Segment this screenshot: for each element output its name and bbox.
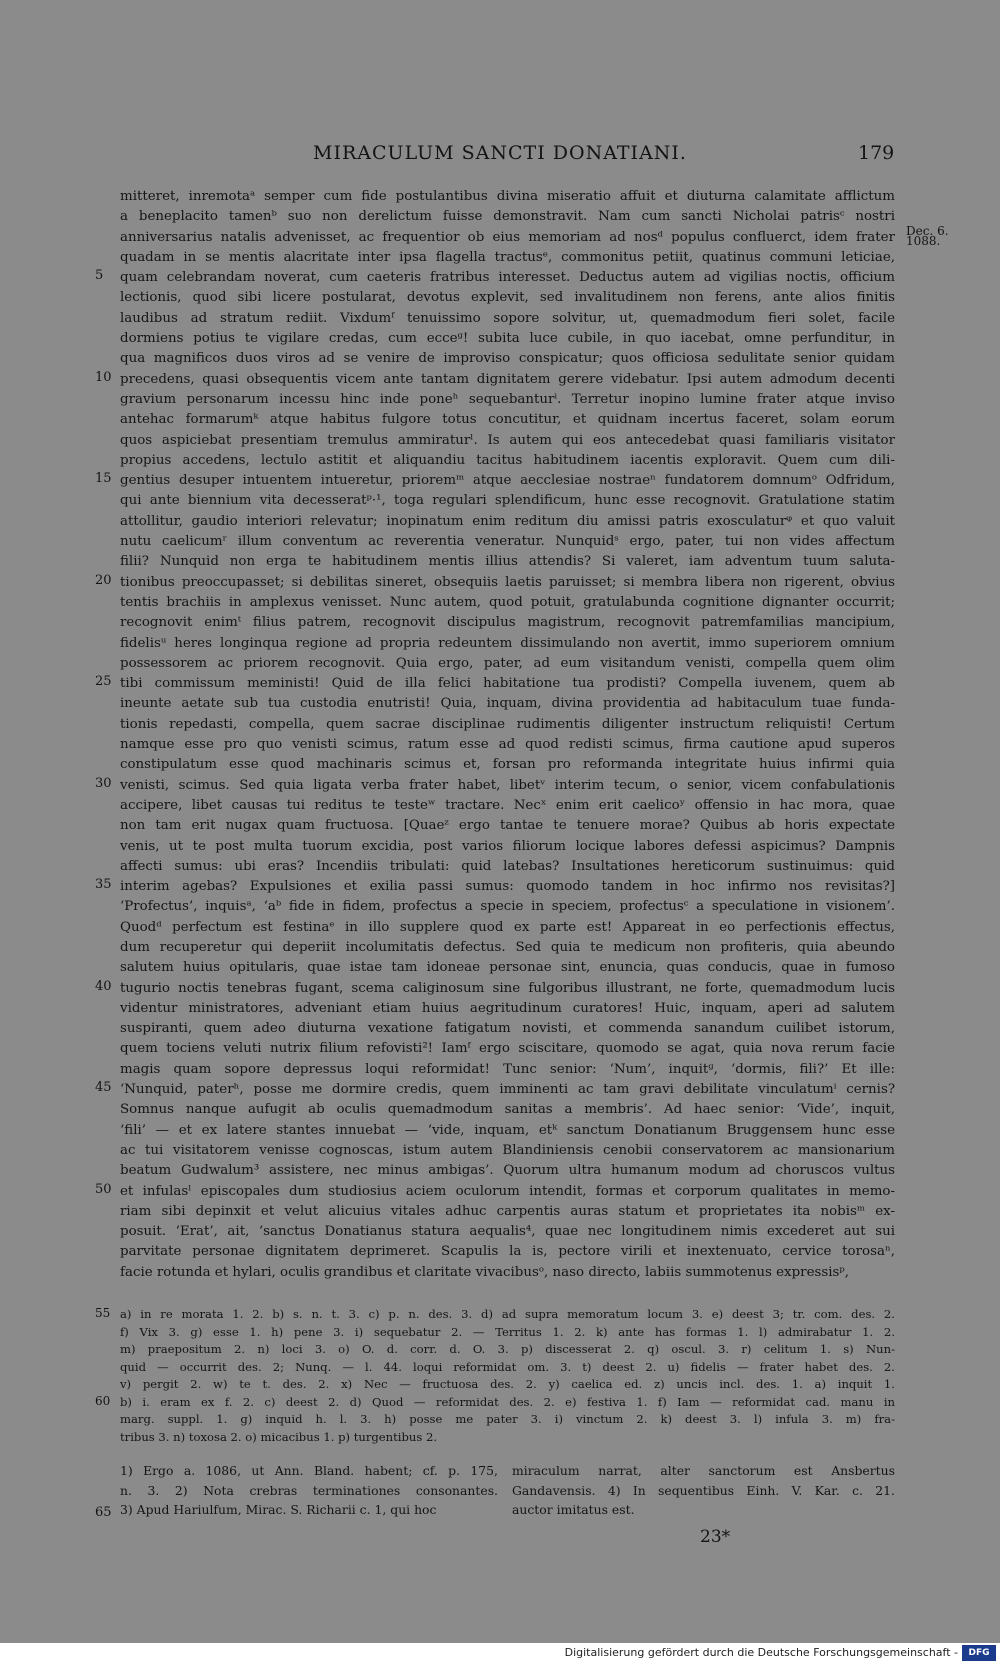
text-line: gentius desuper intuentem intueretur, prioremᵐ atque aecclesiae nostraeⁿ fundatorem domnumᵒ Odfridum, — [120, 473, 895, 489]
text-line: v) pergit 2. w) te t. des. 2. x) Nec — fructuosa des. 2. y) caelica ed. z) uncis incl. des. 1. a) inquit 1. — [120, 1377, 895, 1391]
text-line: interim agebas? Expulsiones et exilia passi sumus: quomodo tandem in hoc infirmo nos revisitas?] — [120, 879, 895, 895]
text-line: riam sibi depinxit et velut alicuius vitales adhuc carpentis auras statum et proprietates ita nobisᵐ ex- — [120, 1203, 895, 1219]
text-line: ac tui visitatorem venisse cognoscas, istum autem Blandiniensis cenobii conservatorem ac mansionarium — [120, 1142, 895, 1158]
text-line: 3) Apud Hariulfum, Mirac. S. Richarii c. 1, qui hoc — [120, 1502, 437, 1517]
text-line: miraculum narrat, alter sanctorum est Ansbertus — [512, 1463, 895, 1478]
text-line: quadam in se mentis alacritate inter ipsa flagella tractusᵉ, commonitus petiit, quatinus communi leticiae, — [120, 249, 895, 265]
text-line: dum recuperetur qui deperiit incolumitatis defectus. Sed quia te medicum non profiteris, quia abeundo — [120, 939, 895, 955]
text-line: mitteret, inremotaᵃ semper cum fide postulantibus divina miseratio affuit et diuturna calamitate afflictum — [120, 189, 895, 204]
footer-credit: Digitalisierung gefördert durch die Deutsche Forschungsgemeinschaft - — [564, 1646, 958, 1659]
text-line: auctor imitatus est. — [512, 1502, 635, 1517]
margin-day: Dec. 6. — [906, 224, 949, 238]
line-number: 10 — [95, 369, 112, 385]
text-line: posuit. ‘Erat’, ait, ‘sanctus Donatianus statura aequalis⁴, quae nec longitudinem nimis excederet aut sui — [120, 1224, 895, 1240]
line-number: 20 — [95, 572, 112, 588]
text-line: parvitate personae dignitatem deprimeret. Scapulis la is, pectore virili et inextenuato, cervice torosaⁿ, — [120, 1244, 895, 1260]
text-line: salutem huius opitularis, quae istae tam idoneae personae sint, enuncia, quas conducis, quae in fumoso — [120, 960, 895, 976]
text-line: qui ante biennium vita decesseratᵖ·¹, toga regulari splendificum, hunc esse recognovit. Gratulatione statim — [120, 493, 895, 509]
text-line: quam celebrandam noverat, cum caeteris fratribus interesset. Deductus autem ad vigilias noctis, officium — [120, 270, 895, 286]
text-line: accipere, libet causas tui reditus te testeʷ tractare. Necˣ enim erit caelicoʸ offensio in hac mora, quae — [120, 797, 895, 813]
line-number: 30 — [95, 775, 112, 791]
text-line: facie rotunda et hylari, oculis grandibus et claritate vivacibusᵒ, naso directo, labiis summotenus expressisᵖ, — [120, 1264, 849, 1280]
text-line: suspiranti, quem adeo diuturna vexatione fatigatum novisti, et commenda sanandum cuilibet istorum, — [120, 1021, 895, 1037]
text-line: recognovit enimᵗ filius patrem, recognovit discipulus magistrum, recognovit patremfamilias mancipium, — [120, 615, 895, 631]
text-line: ineunte aetate sub tua custodia enutristi! Quia, inquam, divina providentia ad habitaculum tuae funda- — [120, 696, 895, 712]
text-line: ‘fili’ — et ex latere stantes innuebat — ‘vide, inquam, etᵏ sanctum Donatianum Bruggensem hunc esse — [120, 1122, 895, 1138]
page-number: 179 — [858, 142, 895, 164]
line-number: 60 — [95, 1393, 111, 1408]
line-number: 25 — [95, 674, 112, 690]
text-line: marg. suppl. 1. g) inquid h. l. 3. h) posse me pater 3. i) vinctum 2. k) deest 3. l) infula 3. m) fra- — [120, 1412, 895, 1426]
text-line: m) praepositum 2. n) loci 3. o) O. d. corr. d. O. 3. p) discesserat 2. q) oscul. 3. r) celitum 1. s) Nun- — [120, 1342, 895, 1356]
text-line: gravium personarum incessu hinc inde poneʰ sequebanturⁱ. Terretur inopino lumine frater atque inviso — [120, 391, 895, 407]
text-line: et infulasˡ episcopales dum studiosius aciem oculorum intendit, formas et corporum qualitates in memo- — [120, 1183, 895, 1199]
text-line: tionibus preoccupasset; si debilitas sineret, obsequiis laetis paruisset; si membra libera non rigerent, obvius — [120, 574, 895, 590]
margin-year: 1088. — [906, 234, 941, 248]
text-line: quem tociens veluti nutrix filium refovisti²! Iamᶠ ergo sciscitare, quomodo se agat, quia nova rerum facie — [120, 1041, 895, 1057]
running-title: MIRACULUM SANCTI DONATIANI. — [313, 142, 687, 164]
text-line: laudibus ad stratum rediit. Vixdumᶠ tenuissimo sopore solvitur, ut, quemadmodum fieri solet, facile — [120, 310, 895, 326]
text-line: n. 3. 2) Nota crebras terminationes consonantes. — [120, 1482, 498, 1498]
text-line: ‘Nunquid, paterʰ, posse me dormire credis, quem imminenti ac tam gravi debilitate vinculatumⁱ cernis? — [120, 1082, 895, 1098]
line-number: 55 — [95, 1306, 111, 1320]
text-line: magis quam sopore depressus loqui reformidat! Tunc senior: ‘Num’, inquitᵍ, ‘dormis, fili?’ Et ille: — [120, 1061, 895, 1077]
text-line: antehac formarumᵏ atque habitus fulgore totus concutitur, et quidnam incertus faceret, solam eorum — [120, 412, 895, 428]
text-line: Quodᵈ perfectum est festinaᵉ in illo supplere quod ex parte est! Appareat in eo perfectionis effectus, — [120, 919, 895, 935]
text-line: possessorem ac priorem recognovit. Quia ergo, pater, ad eum visitandum venisti, compella quem olim — [120, 655, 895, 671]
text-line: ‘Profectus’, inquisᵃ, ‘aᵇ fide in fidem, profectus a specie in speciem, profectusᶜ a speculatione in visionem’. — [120, 899, 895, 915]
text-line: filii? Nunquid non erga te habitudinem mentis illius attendis? Si valeret, iam adventum tuum saluta- — [120, 554, 895, 570]
line-number: 5 — [95, 268, 104, 284]
text-line: affecti sumus: ubi eras? Incendiis tribulati: quid latebas? Insultationes hereticorum sustinuimus: quid — [120, 858, 895, 874]
text-line: constipulatum esse quod machinaris scimus et, forsan pro reformanda integritate huius infirmi quia — [120, 757, 895, 773]
text-line: f) Vix 3. g) esse 1. h) pene 3. i) sequebatur 2. — Territus 1. 2. k) ante has formas 1. l) admirabatur 1. 2. — [120, 1324, 895, 1339]
text-line: namque esse pro quo venisti scimus, ratum esse ad quod redisti scimus, firma cautione apud superos — [120, 737, 895, 753]
footer-bar — [0, 1643, 1000, 1664]
text-line: quid — occurrit des. 2; Nunq. — l. 44. loqui reformidat om. 3. t) deest 2. u) fidelis — frater habet des. 2. — [120, 1359, 895, 1374]
signature-mark: 23* — [700, 1527, 731, 1547]
text-line: Gandavensis. 4) In sequentibus Einh. V. Kar. c. 21. — [512, 1482, 895, 1498]
footnotes-right-column — [512, 1461, 895, 1520]
text-line: tentis brachiis in amplexus venisset. Nunc autem, quod potuit, gratulabunda cognitione dignanter occurrit; — [120, 594, 895, 610]
text-line: non tam erit nugax quam fructuosa. [Quaeᶻ ergo tantae te tenuere morae? Quibus ab horis expectate — [120, 818, 895, 834]
text-line: b) i. eram ex f. 2. c) deest 2. d) Quod — reformidat des. 2. e) festiva 1. f) Iam — reformidat cad. manu in — [120, 1394, 895, 1409]
text-line: Somnus nanque aufugit ab oculis quemadmodum sanitas a membris’. Ad haec senior: ‘Vide’, inquit, — [120, 1102, 895, 1118]
text-line: venisti, scimus. Sed quia ligata verba frater habet, libetᵛ interim tecum, o senior, vicem confabulationis — [120, 777, 895, 793]
text-line: tribus 3. n) toxosa 2. o) micacibus 1. p) turgentibus 2. — [120, 1429, 438, 1444]
text-line: 1) Ergo a. 1086, ut Ann. Bland. habent; cf. p. 175, — [120, 1463, 498, 1478]
line-number: 15 — [95, 471, 112, 487]
text-line: a) in re morata 1. 2. b) s. n. t. 3. c) p. n. des. 3. d) ad supra memoratum locum 3. e) deest 3; tr. com. des. 2. — [120, 1307, 895, 1321]
text-line: attollitur, gaudio interiori relevatur; inopinatum enim reditum diu amissi patris exosculaturᵠ et quo valuit — [120, 513, 895, 529]
notes-line-number: 65 — [95, 1505, 112, 1520]
line-number: 40 — [95, 978, 112, 994]
text-line: nutu caelicumʳ illum conventum ac reverentia veneratur. Nunquidˢ ergo, pater, tui non vides affectum — [120, 534, 895, 550]
footnotes-left-column — [120, 1461, 498, 1520]
line-number: 45 — [95, 1080, 112, 1096]
line-number: 35 — [95, 877, 112, 893]
text-line: tugurio noctis tenebras fugant, scema caliginosum sine fulgoribus illustrant, ne forte, quemadmodum lucis — [120, 980, 895, 996]
critical-apparatus — [120, 1306, 895, 1446]
text-line: videntur ministratores, adveniant etiam huius aegritudinum curatores! Huic, inquam, aperi ad salutem — [120, 1000, 895, 1016]
text-line: a beneplacito tamenᵇ suo non derelictum fuisse demonstravit. Nam cum sancti Nicholai patrisᶜ nostri — [120, 209, 895, 225]
text-line: lectionis, quod sibi licere postularat, devotus explevit, sed invalitudinem non ferens, ante alios finitis — [120, 290, 895, 306]
text-line: fidelisᵘ heres longinqua regione ad propria redeuntem dissimulando non avertit, immo superiorem omnium — [120, 635, 895, 651]
text-line: quos aspiciebat presentiam tremulus ammiraturˡ. Is autem qui eos antecedebat quasi familiaris visitator — [120, 432, 895, 448]
text-line: dormiens potius te vigilare credas, cum ecceᵍ! subita luce cubile, in quo iacebat, omne perfunditur, in — [120, 331, 895, 347]
text-line: beatum Gudwalum³ assistere, nec minus ambigas’. Quorum ultra humanum modum ad choruscos vultus — [120, 1163, 895, 1179]
dfg-logo-icon[interactable]: DFG — [962, 1645, 996, 1661]
main-text — [120, 187, 895, 1283]
text-line: anniversarius natalis advenisset, ac frequentior ob eius memoriam ad nosᵈ populus confluerct, idem frater — [120, 229, 895, 245]
text-line: propius accedens, lectulo astitit et aliquandiu tacitus habitudinem iacentis exploravit. Quem cum dili- — [120, 452, 895, 468]
line-number: 50 — [95, 1181, 112, 1197]
text-line: precedens, quasi obsequentis vicem ante tantam dignitatem gerere videbatur. Ipsi autem admodum decenti — [120, 371, 895, 387]
text-line: tibi commissum meministi! Quid de illa felici habitatione tua prodisti? Compella iuvenem, quem ab — [120, 676, 895, 692]
text-line: venis, ut te post multa tuorum excidia, post varios filiorum locique labores defessi aspicimus? Dampnis — [120, 838, 895, 854]
text-line: qua magnificos duos viros ad se venire de improviso conspicatur; quos officiosa sedulitate senior quidam — [120, 351, 895, 367]
text-line: tionis repedasti, compella, quem sacrae disciplinae rudimentis diligenter instructum reliquisti! Certum — [120, 716, 895, 732]
